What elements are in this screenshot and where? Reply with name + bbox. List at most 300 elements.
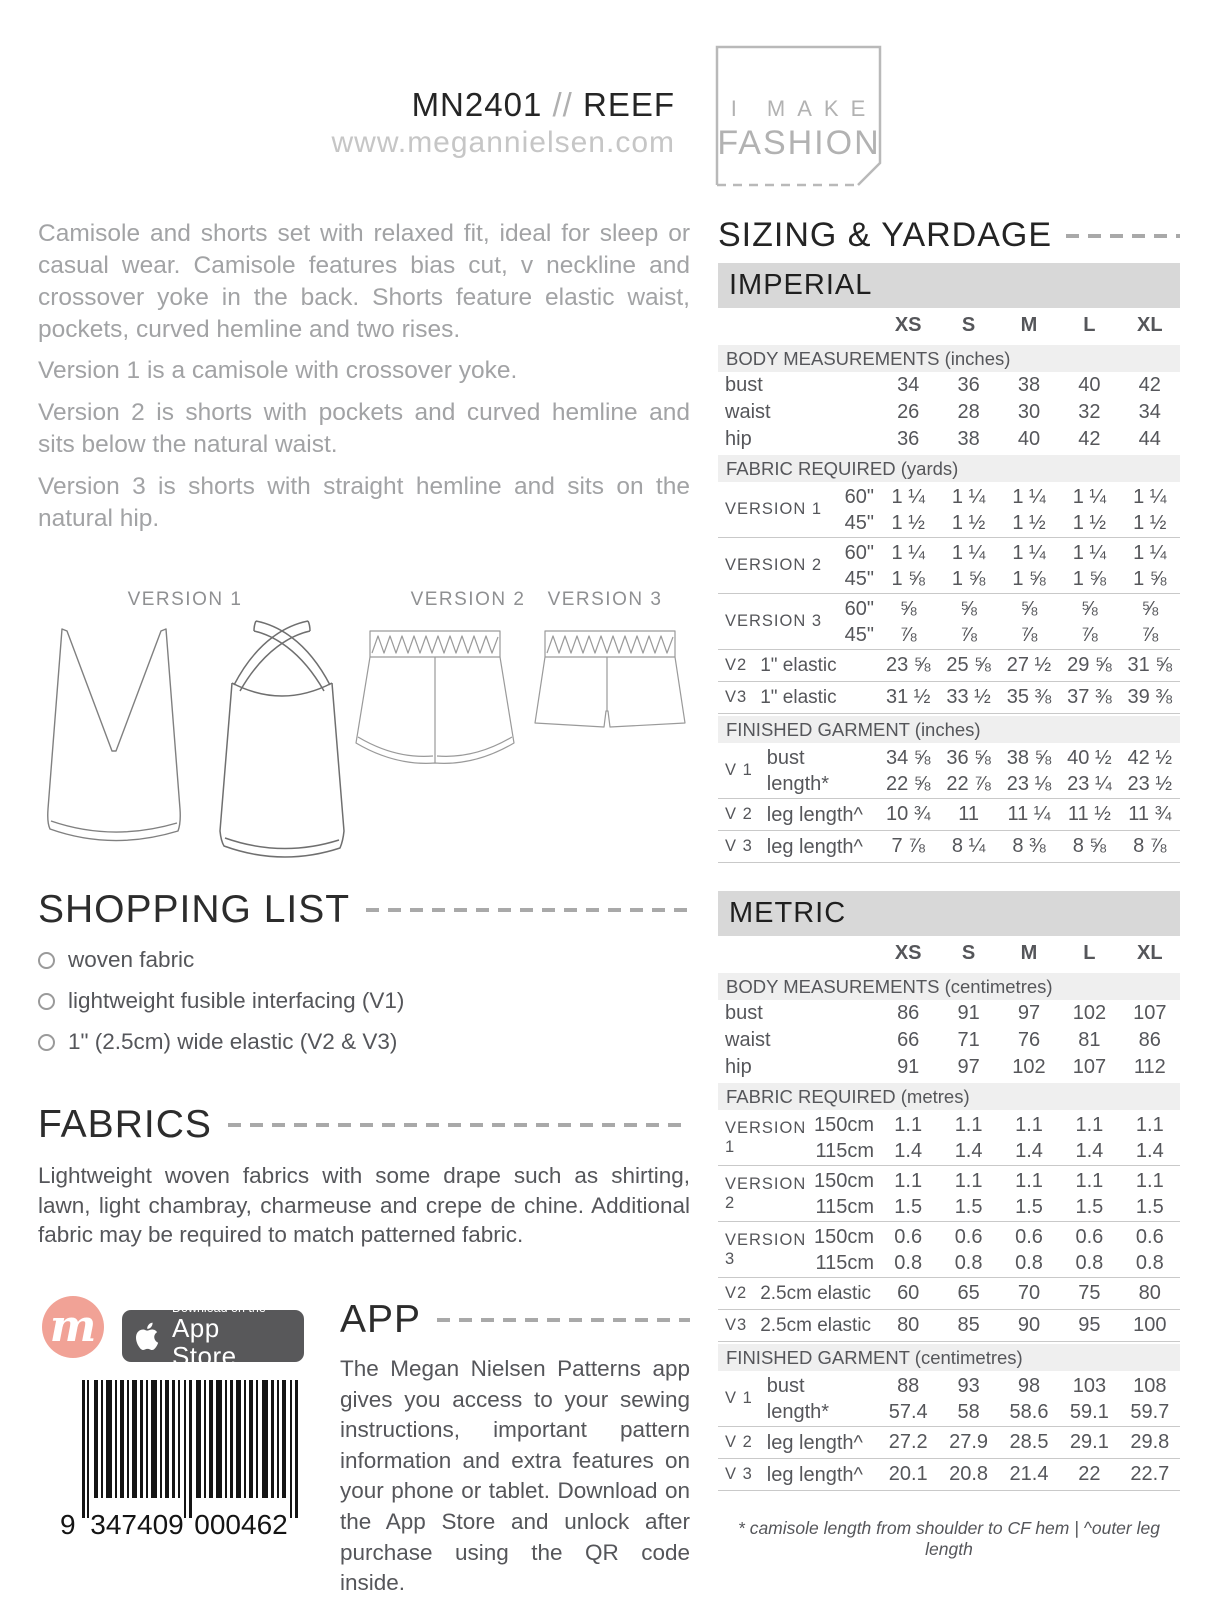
fabric-width-label: 60" bbox=[844, 541, 874, 564]
value-cell: 26 bbox=[897, 401, 920, 423]
value-cell: 65 bbox=[957, 1282, 980, 1304]
row-label: waist bbox=[725, 401, 771, 423]
value-cell: 42 bbox=[1138, 374, 1161, 396]
measure-label: leg length^ bbox=[766, 803, 863, 826]
description-intro: Camisole and shorts set with relaxed fit, ideal for sleep or casual wear. Camisole features bias cut, v neckline and crossover yoke in the back. Shorts feature elastic waist, pockets, curved hemline and two rises. bbox=[38, 220, 690, 343]
value-cell: 112 bbox=[1133, 1056, 1166, 1078]
width-labels bbox=[814, 1224, 874, 1276]
value-cell: 66 bbox=[897, 1029, 920, 1051]
value-cell bbox=[1120, 1168, 1180, 1220]
value-cell: 29.1 bbox=[1069, 1431, 1109, 1453]
value-cell: 8 ⅞ bbox=[1133, 835, 1167, 857]
version-name: VERSION 3 bbox=[725, 1230, 807, 1268]
subsection-header: FINISHED GARMENT (centimetres) bbox=[718, 1344, 1180, 1371]
shopping-list-title: SHOPPING LIST bbox=[38, 888, 351, 931]
value: 1 ⅝ bbox=[1012, 567, 1046, 590]
value-cell bbox=[1120, 1373, 1180, 1425]
app-title: APP bbox=[340, 1298, 422, 1341]
value-cell: 71 bbox=[957, 1029, 980, 1051]
row-label bbox=[718, 1224, 878, 1276]
value: ⅞ bbox=[1141, 623, 1159, 646]
version-tag: V 3 bbox=[725, 1465, 753, 1483]
elastic-label: 1" elastic bbox=[760, 686, 837, 708]
value-cell: 102 bbox=[1072, 1002, 1107, 1024]
value-cell bbox=[1120, 1112, 1180, 1164]
dashed-rule bbox=[437, 1318, 690, 1322]
width-labels bbox=[845, 484, 874, 536]
value-cell bbox=[1120, 745, 1180, 797]
size-column-label: M bbox=[1020, 942, 1038, 964]
version-tag: V2 bbox=[725, 1284, 748, 1302]
measure-label: bust bbox=[766, 1374, 805, 1397]
finished-garment-row bbox=[718, 1427, 1180, 1459]
value-cell: 30 bbox=[1017, 401, 1041, 423]
shopping-item-label: lightweight fusible interfacing (V1) bbox=[68, 988, 405, 1013]
value-cell: 28 bbox=[957, 401, 980, 423]
elastic-label: 1" elastic bbox=[760, 654, 837, 676]
value: 57.4 bbox=[888, 1400, 928, 1423]
value: 0.8 bbox=[1015, 1251, 1043, 1274]
value-cell bbox=[878, 1373, 938, 1425]
value-cell: 86 bbox=[897, 1002, 920, 1024]
value-cell bbox=[938, 484, 998, 536]
value: 88 bbox=[897, 1374, 920, 1397]
version-tag: V 2 bbox=[725, 805, 753, 823]
value-cell: 75 bbox=[1078, 1282, 1101, 1304]
version-tag: V 2 bbox=[725, 1433, 753, 1451]
value-cell: 32 bbox=[1078, 401, 1101, 423]
value-cell: 27.9 bbox=[949, 1431, 989, 1453]
size-column-label: XL bbox=[1137, 314, 1163, 336]
fabric-width-label: 45" bbox=[844, 623, 874, 646]
imperial-size-table bbox=[718, 263, 1180, 863]
value-cell: 85 bbox=[957, 1314, 980, 1336]
value: 1 ¼ bbox=[891, 541, 925, 564]
value: 1.1 bbox=[954, 1113, 983, 1136]
sizing-yardage-title: SIZING & YARDAGE bbox=[718, 216, 1053, 254]
value: 0.6 bbox=[894, 1225, 923, 1248]
value-cell bbox=[1059, 1373, 1119, 1425]
value-cell bbox=[938, 1224, 998, 1276]
value-cell: 97 bbox=[1017, 1002, 1041, 1024]
value-cell bbox=[999, 745, 1059, 797]
value-cell: 60 bbox=[897, 1282, 920, 1304]
value-cell bbox=[938, 745, 998, 797]
version2-label: VERSION 2 bbox=[410, 589, 526, 610]
value-cell bbox=[938, 1112, 998, 1164]
value: 1 ⅝ bbox=[891, 567, 925, 590]
value-cell: 36 bbox=[957, 374, 980, 396]
dashed-rule bbox=[366, 908, 690, 912]
value: 1 ½ bbox=[1072, 511, 1107, 534]
measure-label: leg length^ bbox=[766, 835, 863, 858]
value: 1.5 bbox=[1075, 1195, 1104, 1218]
measure-labels bbox=[767, 834, 874, 860]
value-cell: 95 bbox=[1078, 1314, 1101, 1336]
value: ⅝ bbox=[1020, 597, 1038, 620]
value: 1 ¼ bbox=[1012, 485, 1046, 508]
value-cell bbox=[878, 1168, 938, 1220]
value: ⅝ bbox=[1081, 597, 1098, 620]
size-header-row bbox=[718, 308, 1180, 343]
elastic-label: 2.5cm elastic bbox=[760, 1314, 872, 1336]
finished-garment-row bbox=[718, 799, 1180, 831]
value: 1 ¼ bbox=[1072, 541, 1107, 564]
width-labels bbox=[814, 1168, 874, 1220]
barcode-left-digit: 9 bbox=[60, 1509, 76, 1540]
value-cell bbox=[1059, 596, 1119, 648]
value-cell bbox=[999, 540, 1059, 592]
value-cell bbox=[1059, 484, 1119, 536]
value: 0.6 bbox=[1015, 1225, 1043, 1248]
pattern-description bbox=[38, 218, 690, 545]
value-cell bbox=[878, 540, 938, 592]
version-illustrations bbox=[38, 585, 698, 885]
value: 1.4 bbox=[1075, 1139, 1104, 1162]
value-cell bbox=[1059, 745, 1119, 797]
app-text: The Megan Nielsen Patterns app gives you access to your sewing instructions, important pattern information and extra features on your phone or tablet. Download on the App Store and unlock after purchase using the QR code inside. bbox=[340, 1356, 690, 1596]
value-cell: 29.8 bbox=[1130, 1431, 1170, 1453]
measure-label: leg length^ bbox=[766, 1431, 863, 1454]
pattern-code: MN2401 bbox=[411, 86, 543, 123]
value: ⅞ bbox=[899, 623, 917, 646]
measure-label: bust bbox=[766, 746, 805, 769]
value-cell: 38 bbox=[957, 428, 980, 450]
value: 1 ½ bbox=[1012, 511, 1046, 534]
camisole-front-drawing bbox=[42, 621, 188, 873]
value: 58 bbox=[957, 1400, 980, 1423]
value: ⅞ bbox=[1020, 623, 1038, 646]
row-label bbox=[718, 834, 878, 860]
shorts-version3-drawing bbox=[530, 623, 690, 745]
fabrics-section bbox=[38, 1103, 690, 1250]
row-label bbox=[718, 1283, 878, 1305]
row-label bbox=[718, 596, 878, 648]
row-label bbox=[718, 745, 878, 797]
value: 1.4 bbox=[894, 1139, 923, 1162]
value: 22 ⅞ bbox=[946, 772, 991, 795]
value: 42 ½ bbox=[1127, 746, 1173, 769]
version-tag: V3 bbox=[725, 1316, 748, 1334]
value-cell: 25 ⅝ bbox=[946, 654, 991, 676]
value: 34 ⅝ bbox=[885, 746, 931, 769]
value-cell bbox=[1120, 484, 1180, 536]
value-cell: 31 ⅝ bbox=[1127, 654, 1173, 676]
fabric-required-row bbox=[718, 1110, 1180, 1166]
body-measurement-row bbox=[718, 1000, 1180, 1027]
value: 1.4 bbox=[1135, 1139, 1164, 1162]
value-cell: 29 ⅝ bbox=[1067, 654, 1112, 676]
value-cell: 11 ½ bbox=[1067, 803, 1111, 825]
value-cell: 28.5 bbox=[1009, 1431, 1049, 1453]
value: 1.1 bbox=[1015, 1113, 1043, 1136]
value-cell: 97 bbox=[957, 1056, 980, 1078]
value: 1.1 bbox=[894, 1169, 923, 1192]
value-cell bbox=[1059, 540, 1119, 592]
elastic-row bbox=[718, 650, 1180, 682]
metric-size-table bbox=[718, 891, 1180, 1491]
value-cell bbox=[1120, 596, 1180, 648]
fabric-required-row bbox=[718, 594, 1180, 650]
value: 98 bbox=[1017, 1374, 1041, 1397]
size-column-label: XS bbox=[894, 314, 922, 336]
version1-label: VERSION 1 bbox=[127, 589, 243, 610]
body-measurement-row bbox=[718, 372, 1180, 399]
value-cell bbox=[1059, 1224, 1119, 1276]
version-tag: V 1 bbox=[725, 1389, 753, 1407]
size-column-label: S bbox=[961, 314, 976, 336]
value-cell: 27 ½ bbox=[1006, 654, 1052, 676]
value: 1.1 bbox=[1135, 1169, 1164, 1192]
value-cell: 102 bbox=[1012, 1056, 1046, 1078]
value-cell bbox=[1059, 1168, 1119, 1220]
value: 1.1 bbox=[894, 1113, 923, 1136]
value: 1 ⅝ bbox=[1072, 567, 1107, 590]
title-separator: // bbox=[552, 86, 573, 123]
value-cell bbox=[938, 540, 998, 592]
table-section-title: IMPERIAL bbox=[718, 263, 1180, 308]
fabrics-text: Lightweight woven fabrics with some drape such as shirting, lawn, light chambray, charmeuse and crepe de chine. Additional fabric may be required to match patterned fabric. bbox=[38, 1163, 690, 1248]
value: 1.1 bbox=[954, 1169, 983, 1192]
body-measurement-row bbox=[718, 1027, 1180, 1054]
value: 1.4 bbox=[1015, 1139, 1043, 1162]
value: 1 ½ bbox=[891, 511, 925, 534]
row-label bbox=[718, 802, 878, 828]
value-cell: 7 ⅞ bbox=[891, 835, 925, 857]
value-cell: 34 bbox=[897, 374, 920, 396]
value: 23 ⅛ bbox=[1006, 772, 1052, 795]
value: 22 ⅝ bbox=[885, 772, 931, 795]
value-cell: 36 bbox=[897, 428, 920, 450]
value-cell bbox=[999, 596, 1059, 648]
value: 1.1 bbox=[1075, 1113, 1104, 1136]
value-cell: 37 ⅜ bbox=[1067, 686, 1112, 708]
pattern-name: REEF bbox=[582, 86, 675, 123]
value-cell bbox=[999, 1224, 1059, 1276]
list-item bbox=[38, 947, 690, 973]
row-label bbox=[718, 1315, 878, 1337]
value-cell bbox=[999, 484, 1059, 536]
value: 1.1 bbox=[1015, 1169, 1043, 1192]
row-label bbox=[718, 540, 878, 592]
value-cell: 11 ¼ bbox=[1007, 803, 1051, 825]
value: 1.4 bbox=[954, 1139, 983, 1162]
value: 59.1 bbox=[1069, 1400, 1109, 1423]
value: ⅞ bbox=[960, 623, 977, 646]
value-cell bbox=[938, 1168, 998, 1220]
value: 108 bbox=[1133, 1374, 1167, 1397]
circle-bullet-icon bbox=[38, 993, 55, 1010]
row-label bbox=[718, 1168, 878, 1220]
subsection-header: FINISHED GARMENT (inches) bbox=[718, 716, 1180, 743]
value: 1 ⅝ bbox=[1133, 567, 1167, 590]
value: 0.8 bbox=[1135, 1251, 1164, 1274]
value-cell: 40 bbox=[1078, 374, 1101, 396]
value: 1.5 bbox=[1135, 1195, 1164, 1218]
value-cell: 35 ⅜ bbox=[1006, 686, 1052, 708]
value: 1 ¼ bbox=[1072, 485, 1107, 508]
value-cell: 39 ⅜ bbox=[1127, 686, 1173, 708]
website-url: www.megannielsen.com bbox=[331, 126, 675, 159]
fabric-width-label: 115cm bbox=[815, 1251, 874, 1274]
fabric-width-label: 150cm bbox=[813, 1169, 874, 1192]
value: 59.7 bbox=[1130, 1400, 1170, 1423]
value-cell: 40 bbox=[1017, 428, 1041, 450]
value-cell: 91 bbox=[897, 1056, 920, 1078]
measure-labels bbox=[767, 1462, 874, 1488]
barcode-group1: 347409 bbox=[90, 1509, 184, 1540]
value: 1.5 bbox=[894, 1195, 923, 1218]
value: 38 ⅝ bbox=[1006, 746, 1052, 769]
dashed-rule bbox=[1066, 234, 1180, 238]
value: 23 ¼ bbox=[1067, 772, 1112, 795]
value: 23 ½ bbox=[1127, 772, 1173, 795]
version-tag: V 1 bbox=[725, 761, 753, 779]
value: 0.6 bbox=[1075, 1225, 1104, 1248]
badge-line1: Download on the bbox=[171, 1301, 266, 1316]
row-label bbox=[718, 1430, 878, 1456]
logo-line2: FASHION bbox=[717, 124, 881, 162]
row-label bbox=[718, 1112, 878, 1164]
fabric-required-row bbox=[718, 538, 1180, 594]
value-cell: 23 ⅝ bbox=[885, 654, 931, 676]
body-measurement-row bbox=[718, 399, 1180, 426]
size-header-row bbox=[718, 936, 1180, 971]
value-cell: 76 bbox=[1017, 1029, 1041, 1051]
measure-label: leg length^ bbox=[766, 1463, 863, 1486]
size-column-label: XS bbox=[894, 942, 922, 964]
value-cell bbox=[1120, 1224, 1180, 1276]
value-cell: 27.2 bbox=[888, 1431, 928, 1453]
value: 1 ¼ bbox=[1133, 485, 1167, 508]
logo-line1: I MAKE bbox=[730, 96, 878, 121]
description-version2: Version 2 is shorts with pockets and curved hemline and sits below the natural waist. bbox=[38, 399, 690, 459]
value-cell: 90 bbox=[1017, 1314, 1041, 1336]
version-tag: V 3 bbox=[725, 837, 753, 855]
size-column-label: S bbox=[961, 942, 976, 964]
value-cell: 70 bbox=[1017, 1282, 1041, 1304]
elastic-row bbox=[718, 1278, 1180, 1310]
subsection-header: BODY MEASUREMENTS (centimetres) bbox=[718, 973, 1180, 1000]
value-cell: 8 ⅜ bbox=[1012, 835, 1046, 857]
fabric-width-label: 115cm bbox=[815, 1195, 874, 1218]
version-name: VERSION 1 bbox=[725, 500, 823, 518]
size-column-label: XL bbox=[1137, 942, 1163, 964]
sizing-yardage-header bbox=[718, 216, 1180, 255]
row-label: hip bbox=[725, 1056, 752, 1078]
value: 1 ½ bbox=[951, 511, 986, 534]
value: 0.8 bbox=[954, 1251, 983, 1274]
value-cell: 20.8 bbox=[949, 1463, 989, 1485]
width-labels bbox=[814, 1112, 874, 1164]
value: 93 bbox=[957, 1374, 980, 1397]
measure-label: length* bbox=[766, 772, 830, 795]
badge-line2: App Store bbox=[171, 1313, 237, 1371]
description-version3: Version 3 is shorts with straight hemline and sits on the natural hip. bbox=[38, 472, 690, 532]
measure-labels bbox=[767, 745, 874, 797]
value-cell bbox=[878, 1224, 938, 1276]
circle-bullet-icon bbox=[38, 952, 55, 969]
measure-labels bbox=[767, 802, 874, 828]
value-cell bbox=[1059, 1112, 1119, 1164]
value-cell: 20.1 bbox=[888, 1463, 928, 1485]
subsection-header: BODY MEASUREMENTS (inches) bbox=[718, 345, 1180, 372]
value: 1.5 bbox=[1015, 1195, 1043, 1218]
size-column-label: L bbox=[1083, 314, 1096, 336]
fabric-width-label: 60" bbox=[844, 597, 874, 620]
value-cell bbox=[878, 484, 938, 536]
value-cell: 8 ⅝ bbox=[1072, 835, 1107, 857]
value: ⅝ bbox=[1141, 597, 1159, 620]
row-label: hip bbox=[725, 428, 752, 450]
shopping-list-section bbox=[38, 888, 690, 1070]
value-cell bbox=[878, 596, 938, 648]
width-labels bbox=[845, 596, 874, 648]
finished-garment-row bbox=[718, 1371, 1180, 1427]
value-cell: 107 bbox=[1133, 1002, 1167, 1024]
value-cell: 31 ½ bbox=[885, 686, 931, 708]
value: ⅞ bbox=[1081, 623, 1098, 646]
fabric-width-label: 115cm bbox=[815, 1139, 874, 1162]
value-cell: 11 ¾ bbox=[1128, 803, 1172, 825]
value-cell: 44 bbox=[1138, 428, 1161, 450]
value-cell bbox=[878, 1112, 938, 1164]
finished-garment-row bbox=[718, 1459, 1180, 1491]
value: 1 ¼ bbox=[891, 485, 925, 508]
app-store-badge bbox=[122, 1301, 304, 1371]
app-section bbox=[340, 1298, 690, 1599]
fabric-width-label: 150cm bbox=[813, 1225, 874, 1248]
barcode-group2: 000462 bbox=[194, 1509, 288, 1540]
value: 1 ¼ bbox=[1133, 541, 1167, 564]
megan-nielsen-logo: m bbox=[42, 1296, 104, 1358]
barcode bbox=[60, 1380, 308, 1540]
row-label: bust bbox=[725, 374, 763, 396]
camisole-back-drawing bbox=[206, 613, 358, 875]
value-cell: 11 bbox=[958, 803, 979, 825]
value: 1 ½ bbox=[1133, 511, 1167, 534]
value-cell bbox=[999, 1373, 1059, 1425]
body-measurement-row bbox=[718, 426, 1180, 453]
finished-garment-row bbox=[718, 743, 1180, 799]
logo-text bbox=[714, 96, 884, 163]
value: 0.6 bbox=[1135, 1225, 1164, 1248]
value: 40 ½ bbox=[1067, 746, 1112, 769]
body-measurement-row bbox=[718, 1054, 1180, 1081]
subsection-header: FABRIC REQUIRED (metres) bbox=[718, 1083, 1180, 1110]
elastic-row bbox=[718, 682, 1180, 714]
measure-labels bbox=[767, 1430, 874, 1456]
elastic-row bbox=[718, 1310, 1180, 1342]
value: 103 bbox=[1072, 1374, 1107, 1397]
pattern-title bbox=[332, 86, 675, 124]
width-labels bbox=[845, 540, 874, 592]
fabric-width-label: 150cm bbox=[813, 1113, 874, 1136]
value-cell: 22.7 bbox=[1130, 1463, 1170, 1485]
version-tag: V2 bbox=[725, 656, 748, 674]
value: 1 ¼ bbox=[951, 485, 986, 508]
header bbox=[332, 86, 675, 160]
value: 1.5 bbox=[954, 1195, 983, 1218]
elastic-label: 2.5cm elastic bbox=[760, 1282, 872, 1304]
i-make-fashion-logo bbox=[714, 44, 884, 188]
value: ⅝ bbox=[960, 597, 977, 620]
value-cell: 100 bbox=[1133, 1314, 1167, 1336]
size-column-label: L bbox=[1083, 942, 1096, 964]
fabric-width-label: 60" bbox=[844, 485, 874, 508]
table-footnote: * camisole length from shoulder to CF hem | ^outer leg length bbox=[738, 1518, 1160, 1559]
value-cell bbox=[999, 1112, 1059, 1164]
